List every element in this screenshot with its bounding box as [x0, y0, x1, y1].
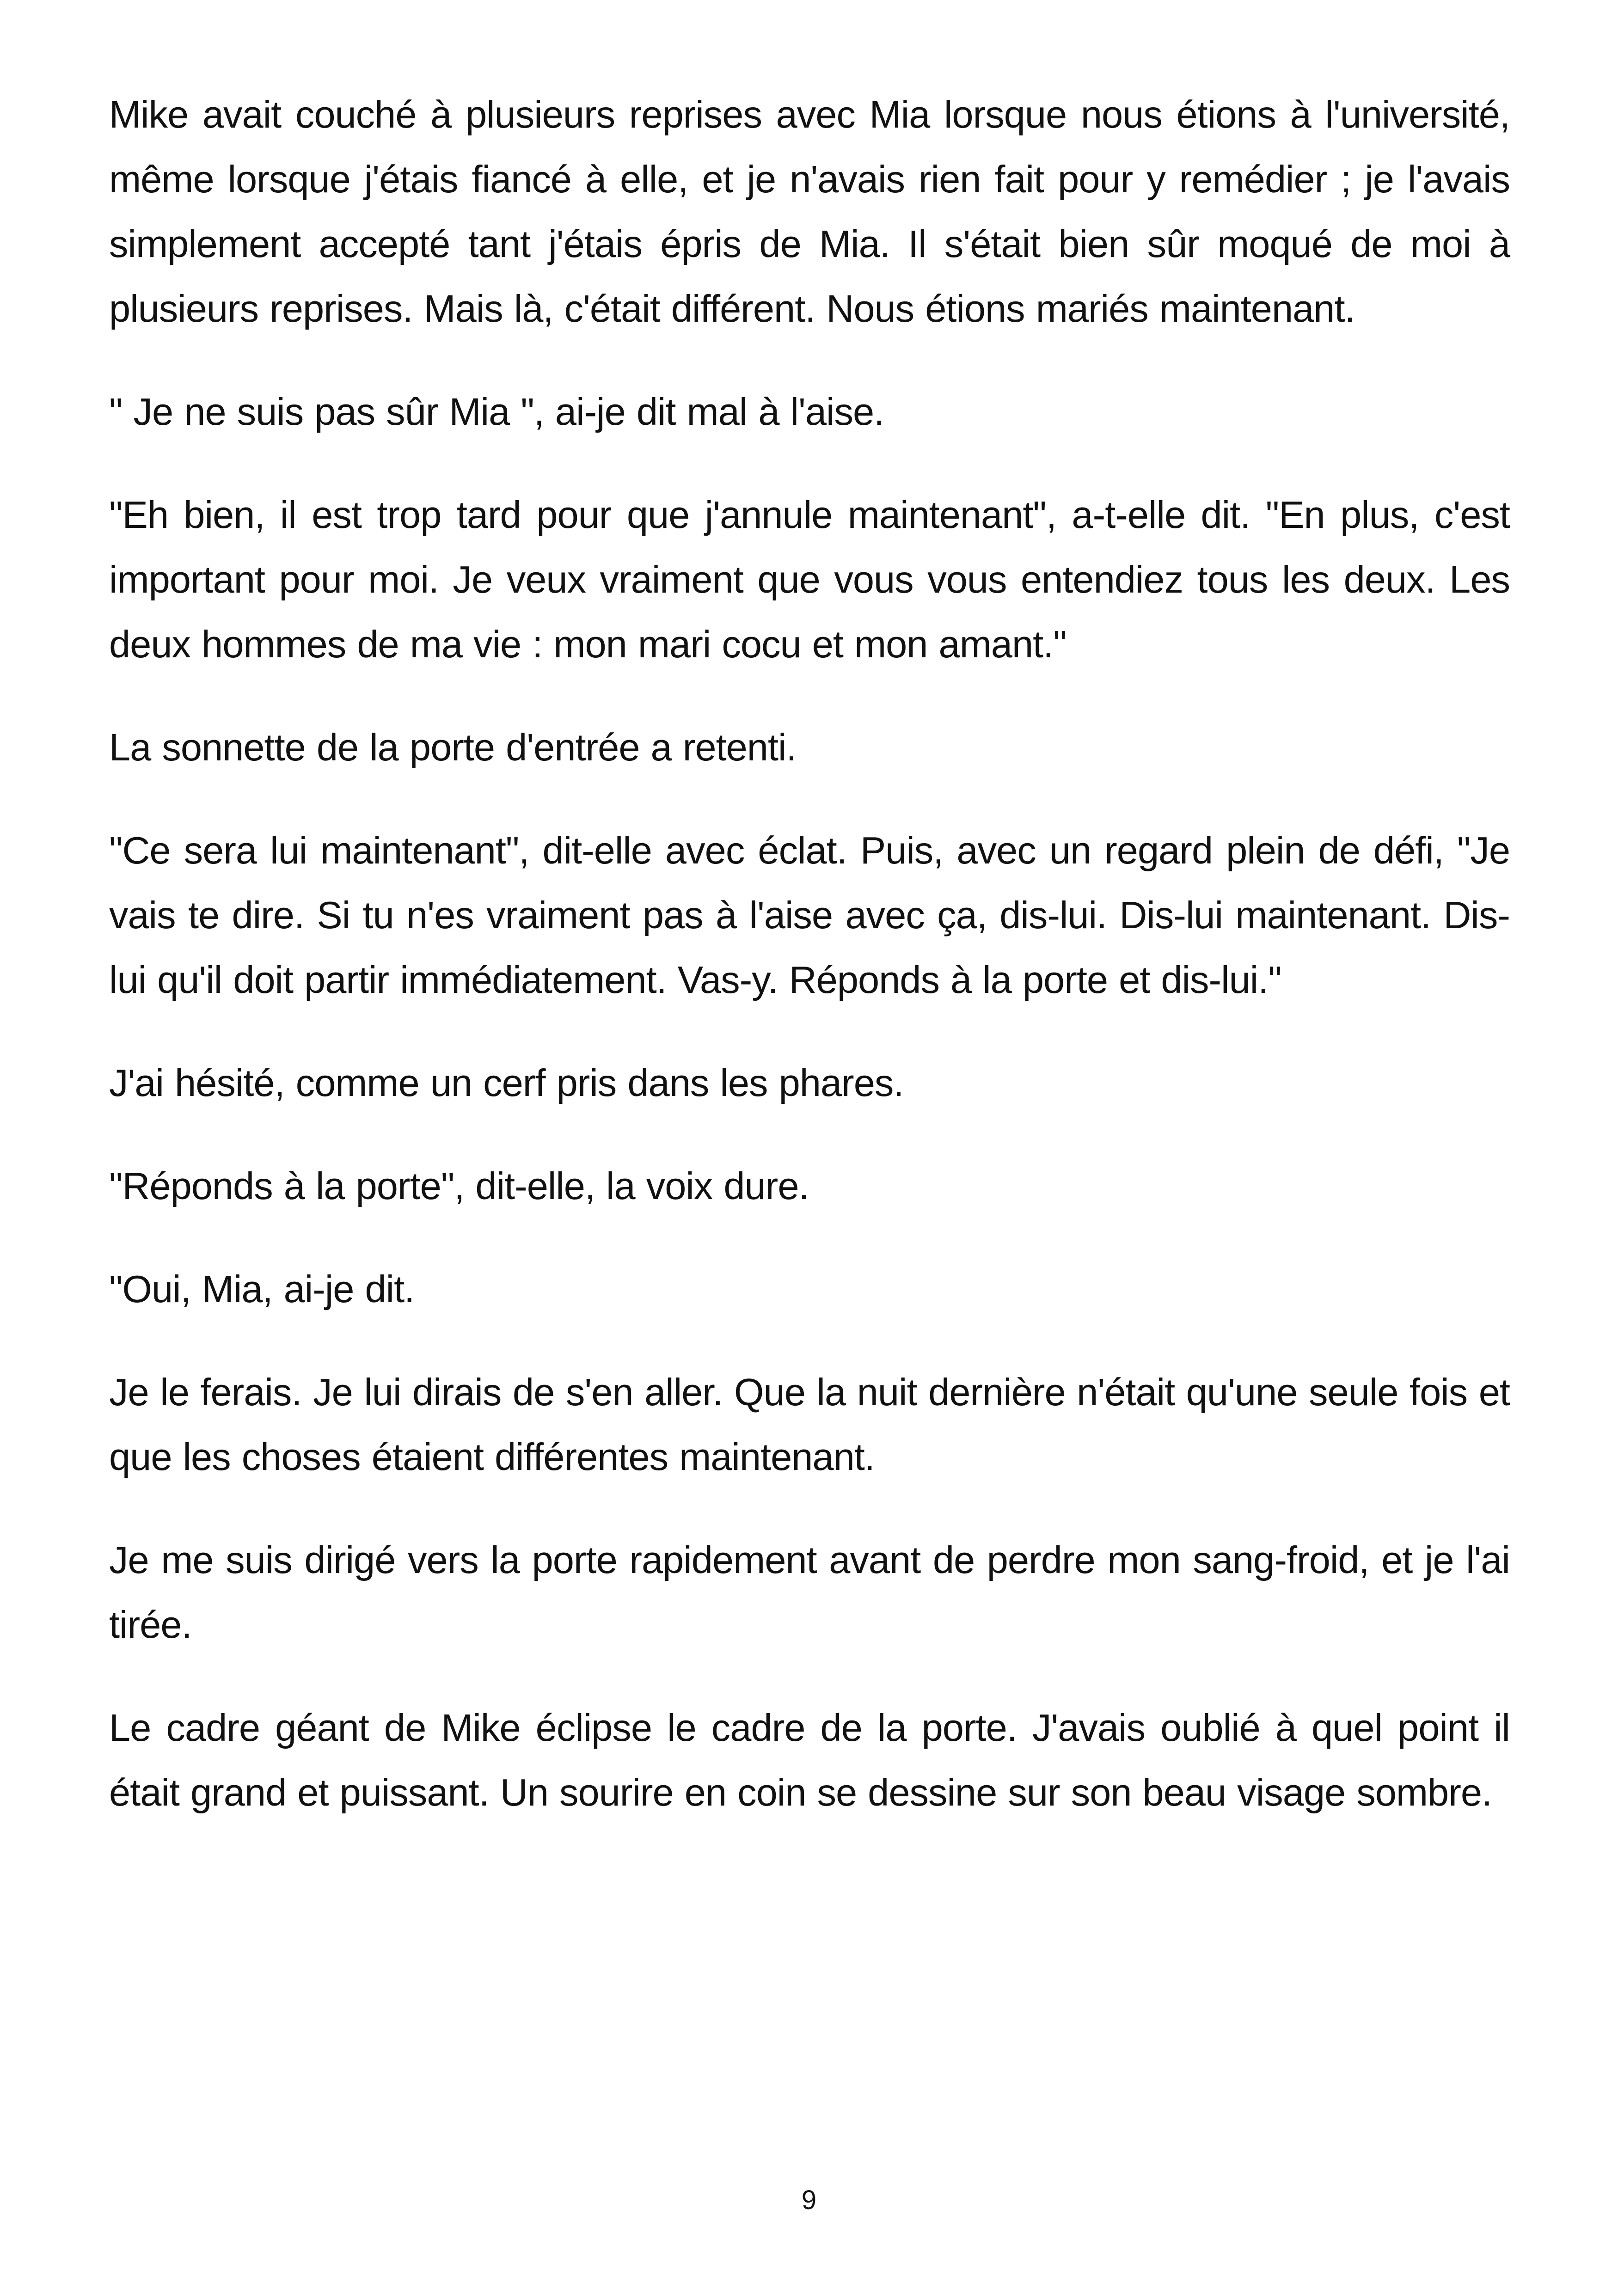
- paragraph-5: "Ce sera lui maintenant", dit-elle avec éclat. Puis, avec un regard plein de défi, "Je vais te dire. Si tu n'es vraiment pas à l'aise avec ça, dis-lui. Dis-lui maintenant. Dis-lui qu'il doit partir immédiatement. Vas-y. Réponds à la porte et dis-lui.": [109, 829, 1510, 1001]
- paragraph-4: La sonnette de la porte d'entrée a retenti.: [109, 726, 797, 769]
- paragraph-3: "Eh bien, il est trop tard pour que j'annule maintenant", a-t-elle dit. "En plus, c'est important pour moi. Je veux vraiment que vous vous entendiez tous les deux. Les deux hommes de ma vie : mon mari cocu et mon amant.": [109, 493, 1510, 666]
- paragraph-2: " Je ne suis pas sûr Mia ", ai-je dit mal à l'aise.: [109, 390, 884, 433]
- page-number: 9: [801, 2185, 817, 2215]
- paragraph-11: Le cadre géant de Mike éclipse le cadre de la porte. J'avais oublié à quel point il était grand et puissant. Un sourire en coin se dessine sur son beau visage sombre.: [109, 1706, 1510, 1814]
- paragraph-7: "Réponds à la porte", dit-elle, la voix dure.: [109, 1164, 809, 1207]
- paragraph-10: Je me suis dirigé vers la porte rapidement avant de perdre mon sang-froid, et je l'ai tirée.: [109, 1538, 1510, 1646]
- paragraph-1: Mike avait couché à plusieurs reprises avec Mia lorsque nous étions à l'université, même lorsque j'étais fiancé à elle, et je n'avais rien fait pour y remédier ; je l'avais simplement accepté tant j'étais épris de Mia. Il s'était bien sûr moqué de moi à plusieurs reprises. Mais là, c'était différent. Nous étions mariés maintenant.: [109, 93, 1510, 330]
- paragraph-9: Je le ferais. Je lui dirais de s'en aller. Que la nuit dernière n'était qu'une seule fois et que les choses étaient différentes maintenant.: [109, 1371, 1510, 1478]
- paragraph-8: "Oui, Mia, ai-je dit.: [109, 1267, 415, 1310]
- paragraph-6: J'ai hésité, comme un cerf pris dans les phares.: [109, 1061, 904, 1104]
- body-text: [109, 82, 1510, 1863]
